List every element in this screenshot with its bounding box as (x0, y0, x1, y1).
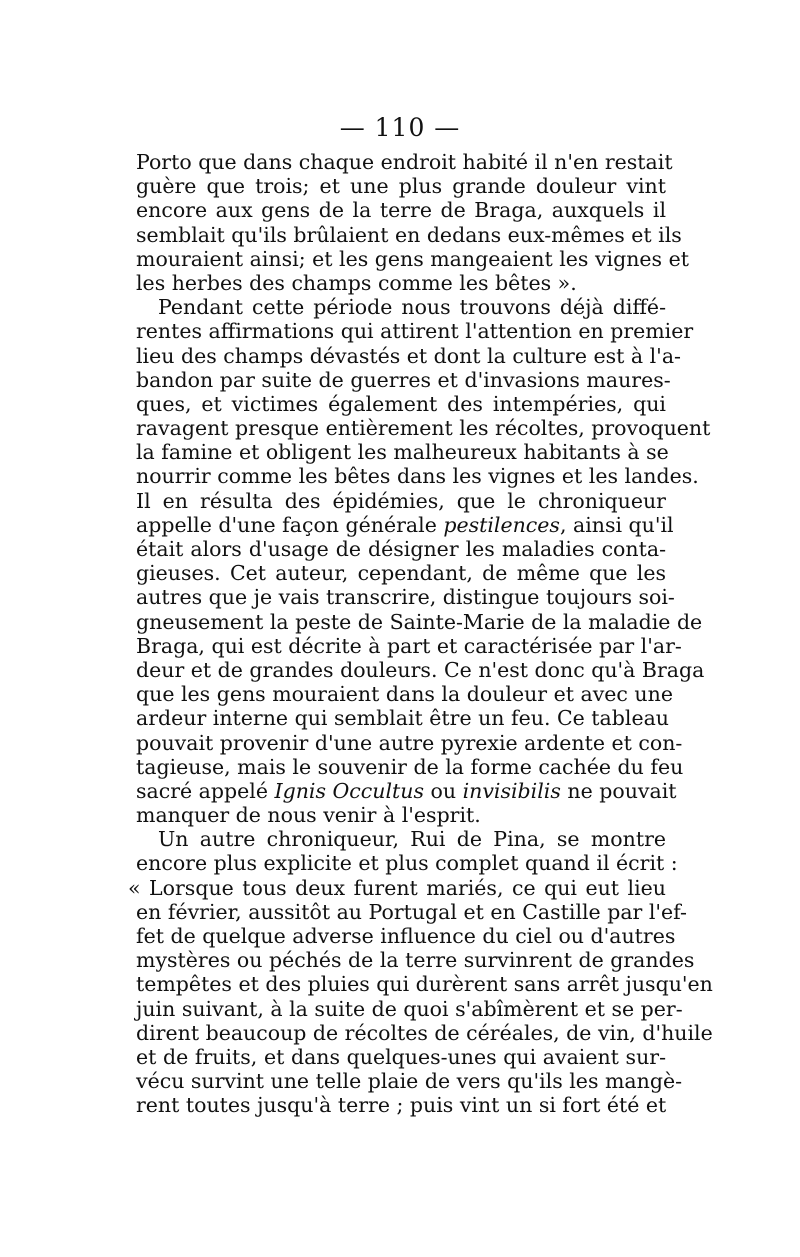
text-line: encore plus explicite et plus complet quand il écrit : (136, 851, 678, 876)
text-line: tagieuse, mais le souvenir de la forme cachée du feu (136, 754, 684, 779)
text-line: Porto que dans chaque endroit habité il n'en restait (136, 150, 673, 174)
text-line: semblait qu'ils brûlaient en dedans eux-mêmes et ils (136, 222, 682, 247)
text-line: manquer de nous venir à l'esprit. (136, 803, 481, 828)
text-line: était alors d'usage de désigner les maladies conta- (136, 537, 666, 561)
italic-term-invisibilis: invisibilis (462, 778, 561, 803)
body-text (128, 150, 713, 1118)
italic-term-pestilences: pestilences (443, 512, 560, 537)
text-segment: , ainsi qu'il (559, 512, 674, 537)
text-line: ardeur interne qui semblait être un feu. Ce tableau (136, 706, 669, 731)
text-line: les herbes des champs comme les bêtes ». (136, 270, 577, 295)
text-line: nourrir comme les bêtes dans les vignes et les landes. (136, 464, 699, 489)
text-line: vécu survint une telle plaie de vers qu'ils les mangè- (136, 1069, 683, 1094)
text-segment: ou (424, 778, 463, 803)
text-segment: appelle d'une façon générale (136, 512, 444, 537)
text-line: bandon par suite de guerres et d'invasions maures- (136, 367, 671, 392)
text-line: juin suivant, à la suite de quoi s'abîmèrent et se per- (136, 996, 683, 1021)
text-line: dirent beaucoup de récoltes de céréales, de vin, d'huile (136, 1020, 713, 1045)
text-line: autres que je vais transcrire, distingue toujours soi- (136, 585, 675, 610)
text-line: fet de quelque adverse influence du ciel ou d'autres (136, 924, 676, 948)
text-line: rent toutes jusqu'à terre ; puis vint un si fort été et (136, 1093, 667, 1118)
italic-term-ignis-occultus: Ignis Occultus (274, 778, 424, 803)
text-line-with-italic (136, 778, 677, 803)
text-line: pouvait provenir d'une autre pyrexie ardente et con- (136, 730, 683, 755)
text-line: mystères ou péchés de la terre survinrent de grandes (136, 948, 695, 973)
text-line: rentes affirmations qui attirent l'attention en premier (136, 319, 694, 344)
text-line: guère que trois; et une plus grande douleur vint (136, 174, 666, 199)
text-line: en février, aussitôt au Portugal et en Castille par l'ef- (136, 899, 687, 924)
text-line: la famine et obligent les malheureux habitants à se (136, 440, 669, 465)
text-line: gieuses. Cet auteur, cependant, de même que les (136, 561, 666, 586)
text-line: que les gens mouraient dans la douleur et avec une (136, 682, 673, 707)
text-line-with-italic (136, 512, 674, 537)
text-line: Il en résulta des épidémies, que le chroniqueur (136, 488, 666, 513)
quote-start-line: « Lorsque tous deux furent mariés, ce qui eut lieu (128, 875, 666, 900)
text-line: ques, et victimes également des intempéries, qui (136, 391, 666, 416)
text-segment: sacré appelé (136, 778, 275, 803)
text-segment: ne pouvait (560, 778, 677, 803)
text-line: mouraient ainsi; et les gens mangeaient les vignes et (136, 246, 689, 271)
text-line: encore aux gens de la terre de Braga, auxquels il (136, 198, 666, 223)
text-line: deur et de grandes douleurs. Ce n'est donc qu'à Braga (136, 657, 705, 682)
paragraph-start-line: Un autre chroniqueur, Rui de Pina, se montre (158, 827, 666, 852)
text-line: tempêtes et des pluies qui durèrent sans arrêt jusqu'en (136, 972, 713, 997)
text-line: ravagent presque entièrement les récoltes, provoquent (136, 416, 711, 441)
text-line: lieu des champs dévastés et dont la culture est à l'a- (136, 343, 681, 368)
paragraph-start-line: Pendant cette période nous trouvons déjà diffé- (158, 295, 666, 320)
text-line: Braga, qui est décrite à part et caractérisée par l'ar- (136, 633, 682, 658)
page-number: — 110 — (339, 113, 461, 142)
text-line: gneusement la peste de Sainte-Marie de la maladie de (136, 609, 703, 634)
text-line: et de fruits, et dans quelques-unes qui avaient sur- (136, 1044, 666, 1069)
